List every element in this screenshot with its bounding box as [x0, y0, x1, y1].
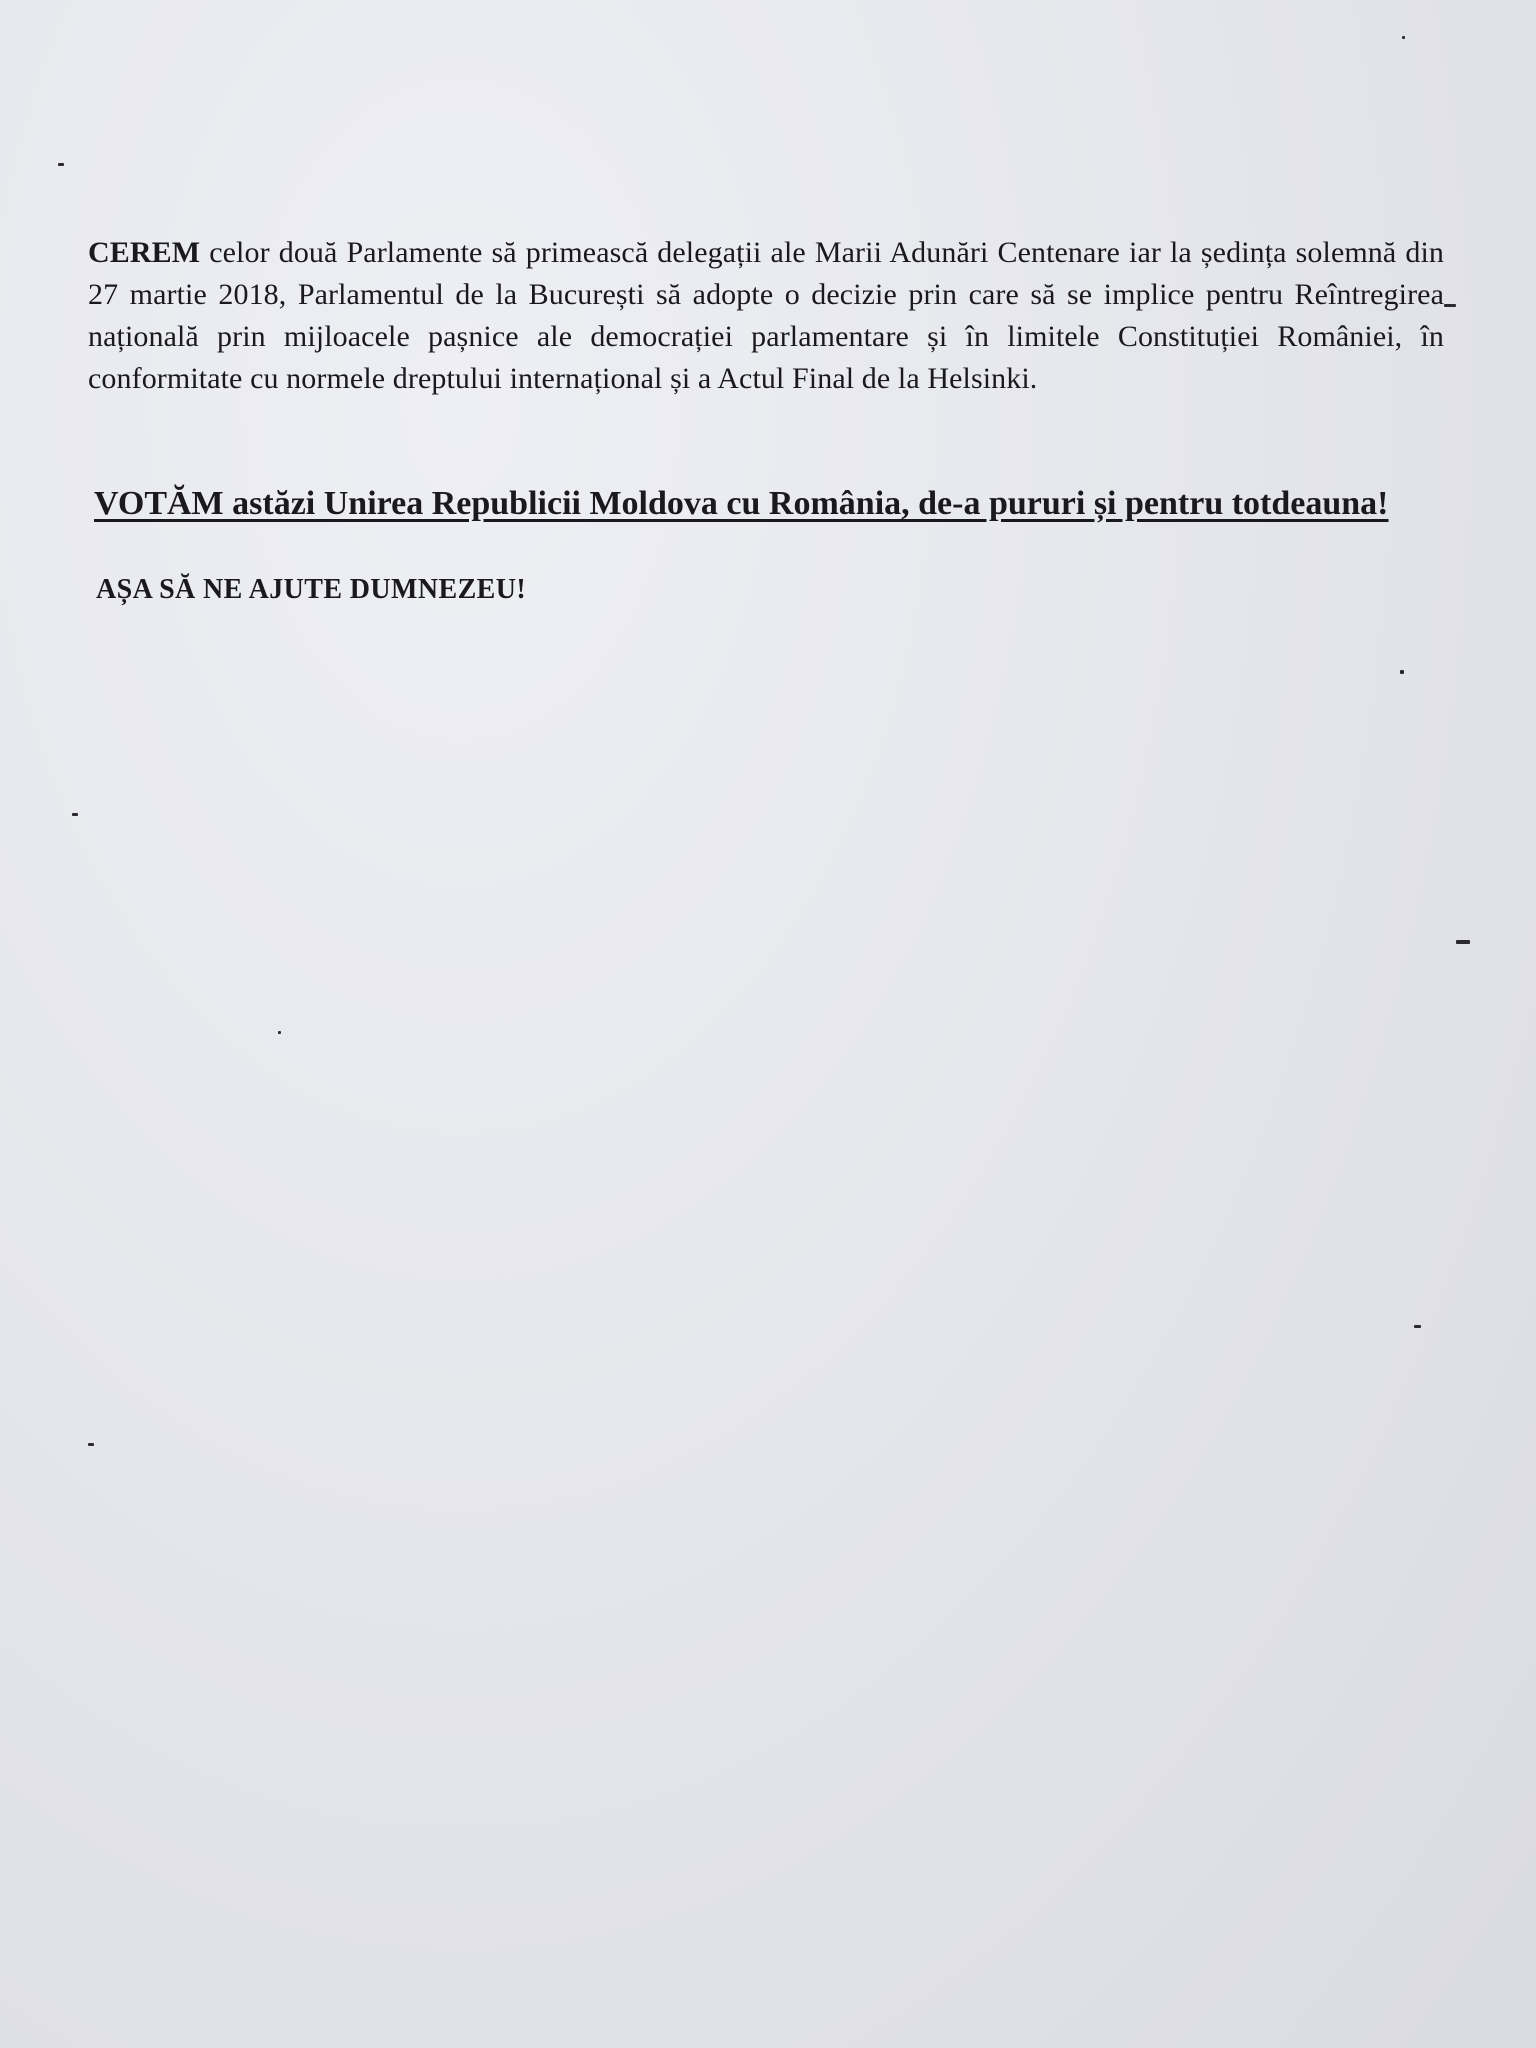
paper-speck [72, 813, 78, 816]
paper-speck [1400, 670, 1404, 674]
paper-speck [1444, 304, 1456, 307]
paper-speck [58, 163, 64, 166]
document-body [88, 232, 1444, 608]
paper-speck [88, 1443, 94, 1446]
paper-speck [1402, 36, 1405, 39]
vote-statement: VOTĂM astăzi Unirea Republicii Moldova cu România, de-a pururi și pentru totdeauna! [94, 485, 1389, 522]
paper-speck [278, 1031, 281, 1034]
request-paragraph [88, 232, 1444, 400]
request-paragraph-text: celor două Parlamente să primească delegații ale Marii Adunări Centenare iar la ședința solemnă din 27 martie 2018, Parlamentul de la București să adopte o decizie prin care să se implice pentru Reîntregirea națională prin mijloacele pașnice ale democrației parlamentare și în limitele Constituției României, în conformitate cu normele dreptului internațional și a Actul Final de la Helsinki. [88, 236, 1444, 395]
closing-line: AȘA SĂ NE AJUTE DUMNEZEU! [96, 574, 527, 605]
paper-speck [1456, 940, 1470, 944]
paper-speck [1414, 1325, 1421, 1328]
request-lead-word: CEREM [88, 236, 201, 269]
